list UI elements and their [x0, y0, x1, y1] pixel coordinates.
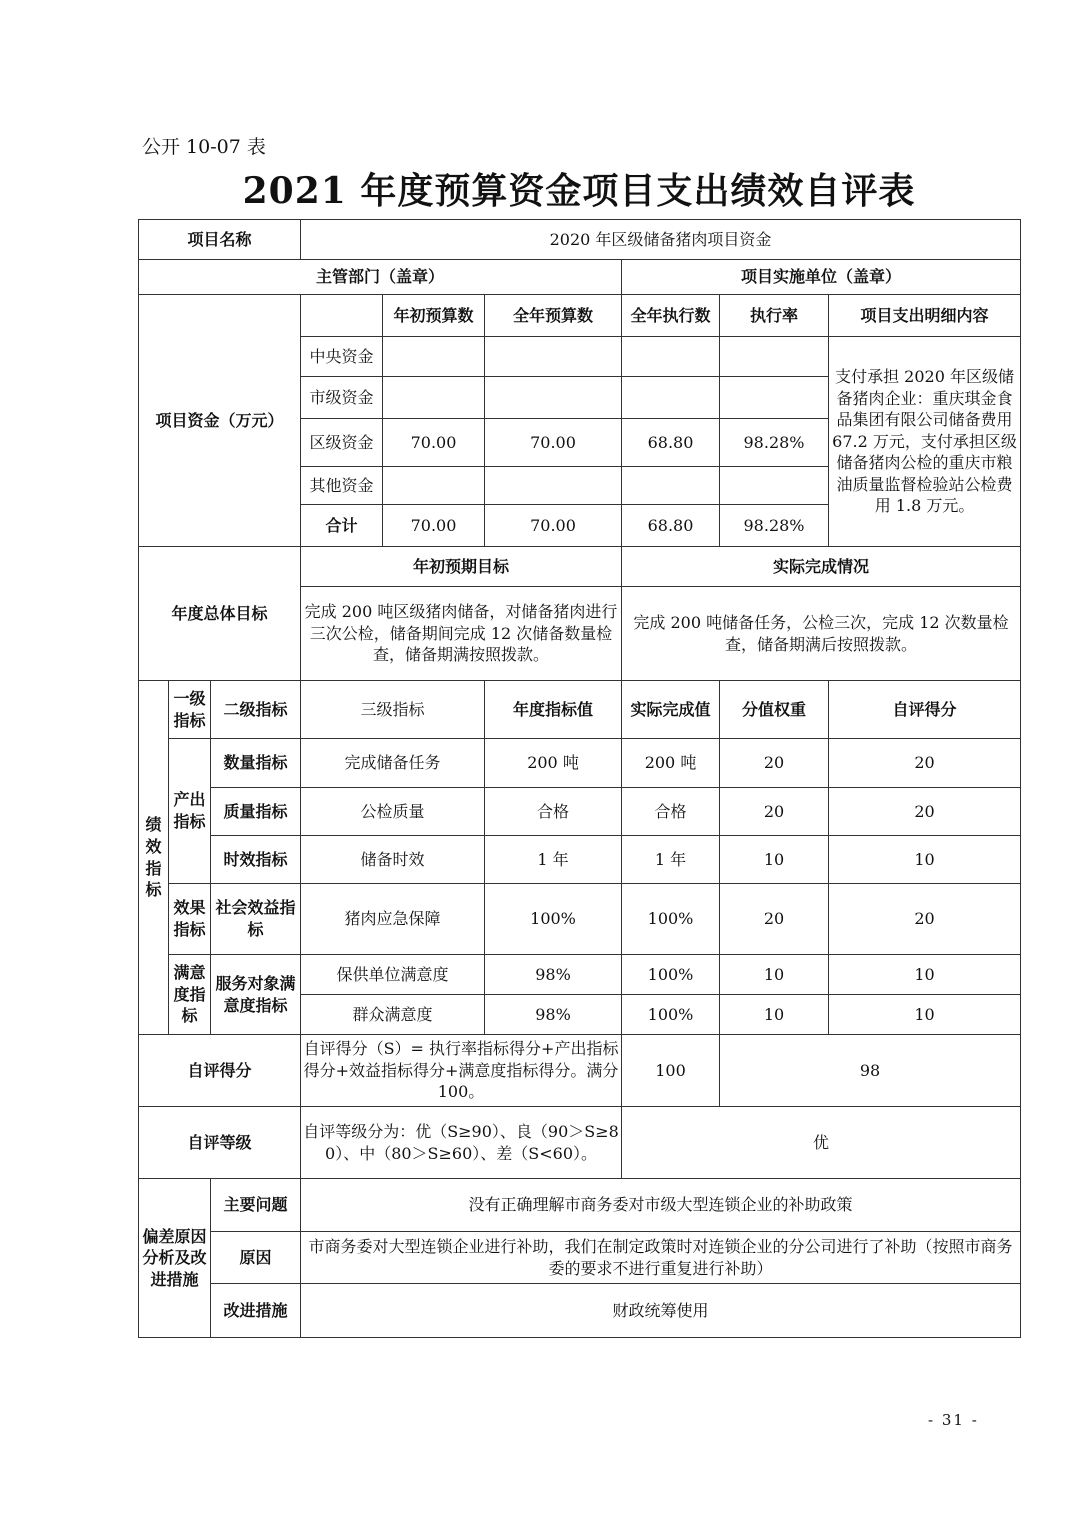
- target-header: 年度指标值: [485, 681, 622, 739]
- level3-cell: 完成储备任务: [301, 739, 485, 788]
- score-cell: 10: [829, 995, 1021, 1035]
- target-cell: 98%: [485, 955, 622, 995]
- target-cell: 1 年: [485, 836, 622, 884]
- funds-header-initial: 年初预算数: [383, 295, 485, 337]
- fund-row-initial: [383, 377, 485, 419]
- fund-row-rate: [720, 467, 829, 505]
- fund-row-executed: [622, 467, 720, 505]
- score-cell: 20: [829, 739, 1021, 788]
- reason-label: 原因: [211, 1232, 301, 1284]
- funds-header-blank: [301, 295, 383, 337]
- fund-row-initial: [383, 337, 485, 377]
- impl-unit-label: 项目实施单位（盖章）: [622, 260, 1021, 295]
- weight-cell: 20: [720, 788, 829, 836]
- level2-cell: 时效指标: [211, 836, 301, 884]
- level1-header: 一级指标: [169, 681, 211, 739]
- level2-cell: 质量指标: [211, 788, 301, 836]
- weight-cell: 20: [720, 739, 829, 788]
- fund-row-rate: 98.28%: [720, 419, 829, 467]
- score-header: 自评得分: [829, 681, 1021, 739]
- satisfaction-indicator-label: 满意度指标: [169, 955, 211, 1035]
- level3-cell: 公检质量: [301, 788, 485, 836]
- self-grade-value: 优: [622, 1107, 1021, 1179]
- actual-cell: 1 年: [622, 836, 720, 884]
- dept-label: 主管部门（盖章）: [139, 260, 622, 295]
- measure-label: 改进措施: [211, 1284, 301, 1338]
- score-cell: 20: [829, 788, 1021, 836]
- effect-indicator-label: 效果指标: [169, 884, 211, 955]
- fund-row-name: 合计: [301, 505, 383, 547]
- self-score-label: 自评得分: [139, 1035, 301, 1107]
- weight-cell: 20: [720, 884, 829, 955]
- fund-row-initial: 70.00: [383, 419, 485, 467]
- level3-header: 三级指标: [301, 681, 485, 739]
- fund-row-annual: [485, 377, 622, 419]
- output-indicator-label: 产出指标: [169, 739, 211, 884]
- actual-cell: 100%: [622, 995, 720, 1035]
- fund-row-initial: 70.00: [383, 505, 485, 547]
- fund-row-name: 中央资金: [301, 337, 383, 377]
- actual-completion-header: 实际完成情况: [622, 547, 1021, 587]
- fund-row-rate: [720, 337, 829, 377]
- expected-goal-text: 完成 200 吨区级猪肉储备，对储备猪肉进行三次公检，储备期间完成 12 次储备数量检查，储备期满按照拨款。: [301, 587, 622, 681]
- fund-row-name: 区级资金: [301, 419, 383, 467]
- level2-cell: 数量指标: [211, 739, 301, 788]
- score-cell: 20: [829, 884, 1021, 955]
- self-score-formula: 自评得分（S）= 执行率指标得分+产出指标得分+效益指标得分+满意度指标得分。满分 100。: [301, 1035, 622, 1107]
- fund-row-annual: 70.00: [485, 419, 622, 467]
- funds-label: 项目资金（万元）: [139, 295, 301, 547]
- problem-label: 主要问题: [211, 1179, 301, 1232]
- fund-row-name: 其他资金: [301, 467, 383, 505]
- fund-row-executed: [622, 377, 720, 419]
- page-title: 2021 年度预算资金项目支出绩效自评表: [242, 170, 916, 212]
- funds-header-rate: 执行率: [720, 295, 829, 337]
- fund-row-executed: [622, 337, 720, 377]
- target-cell: 98%: [485, 995, 622, 1035]
- project-name-value: 2020 年区级储备猪肉项目资金: [301, 220, 1021, 260]
- fund-row-annual: 70.00: [485, 505, 622, 547]
- level3-cell: 猪肉应急保障: [301, 884, 485, 955]
- fund-row-initial: [383, 467, 485, 505]
- fund-row-executed: 68.80: [622, 419, 720, 467]
- target-cell: 200 吨: [485, 739, 622, 788]
- fund-row-annual: [485, 337, 622, 377]
- deviation-label: 偏差原因分析及改进措施: [139, 1179, 211, 1338]
- actual-cell: 100%: [622, 955, 720, 995]
- level2-cell: 社会效益指标: [211, 884, 301, 955]
- target-cell: 合格: [485, 788, 622, 836]
- weight-cell: 10: [720, 836, 829, 884]
- score-cell: 10: [829, 836, 1021, 884]
- fund-row-executed: 68.80: [622, 505, 720, 547]
- reason-text: 市商务委对大型连锁企业进行补助，我们在制定政策时对连锁企业的分公司进行了补助（按照市商务委的要求不进行重复进行补助）: [301, 1232, 1021, 1284]
- fund-row-rate: 98.28%: [720, 505, 829, 547]
- level2-cell: 服务对象满意度指标: [211, 955, 301, 1035]
- form-code: 公开 10-07 表: [142, 136, 266, 158]
- self-grade-label: 自评等级: [139, 1107, 301, 1179]
- measure-text: 财政统筹使用: [301, 1284, 1021, 1338]
- fund-row-annual: [485, 467, 622, 505]
- actual-cell: 100%: [622, 884, 720, 955]
- performance-indicators-label: 绩效指标: [139, 681, 169, 1035]
- level2-header: 二级指标: [211, 681, 301, 739]
- self-score-value: 98: [720, 1035, 1021, 1107]
- actual-header: 实际完成值: [622, 681, 720, 739]
- level3-cell: 保供单位满意度: [301, 955, 485, 995]
- expected-goal-header: 年初预期目标: [301, 547, 622, 587]
- funds-detail: 支付承担 2020 年区级储备猪肉企业：重庆琪金食品集团有限公司储备费用 67.2 万元，支付承担区级储备猪肉公检的重庆市粮油质量监督检验站公检费用 1.8 万元。: [829, 337, 1021, 547]
- fund-row-rate: [720, 377, 829, 419]
- weight-cell: 10: [720, 995, 829, 1035]
- actual-cell: 200 吨: [622, 739, 720, 788]
- level3-cell: 群众满意度: [301, 995, 485, 1035]
- funds-header-annual: 全年预算数: [485, 295, 622, 337]
- actual-completion-text: 完成 200 吨储备任务，公检三次，完成 12 次数量检查，储备期满后按照拨款。: [622, 587, 1021, 681]
- weight-header: 分值权重: [720, 681, 829, 739]
- actual-cell: 合格: [622, 788, 720, 836]
- level3-cell: 储备时效: [301, 836, 485, 884]
- funds-header-executed: 全年执行数: [622, 295, 720, 337]
- annual-goal-label: 年度总体目标: [139, 547, 301, 681]
- self-score-full: 100: [622, 1035, 720, 1107]
- fund-row-name: 市级资金: [301, 377, 383, 419]
- funds-header-detail: 项目支出明细内容: [829, 295, 1021, 337]
- evaluation-table: [138, 219, 1021, 1338]
- score-cell: 10: [829, 955, 1021, 995]
- project-name-label: 项目名称: [139, 220, 301, 260]
- target-cell: 100%: [485, 884, 622, 955]
- page-number: - 31 -: [928, 1411, 979, 1429]
- problem-text: 没有正确理解市商务委对市级大型连锁企业的补助政策: [301, 1179, 1021, 1232]
- weight-cell: 10: [720, 955, 829, 995]
- self-grade-criteria: 自评等级分为：优（S≥90）、良（90＞S≥80）、中（80＞S≥60）、差（S<60）。: [301, 1107, 622, 1179]
